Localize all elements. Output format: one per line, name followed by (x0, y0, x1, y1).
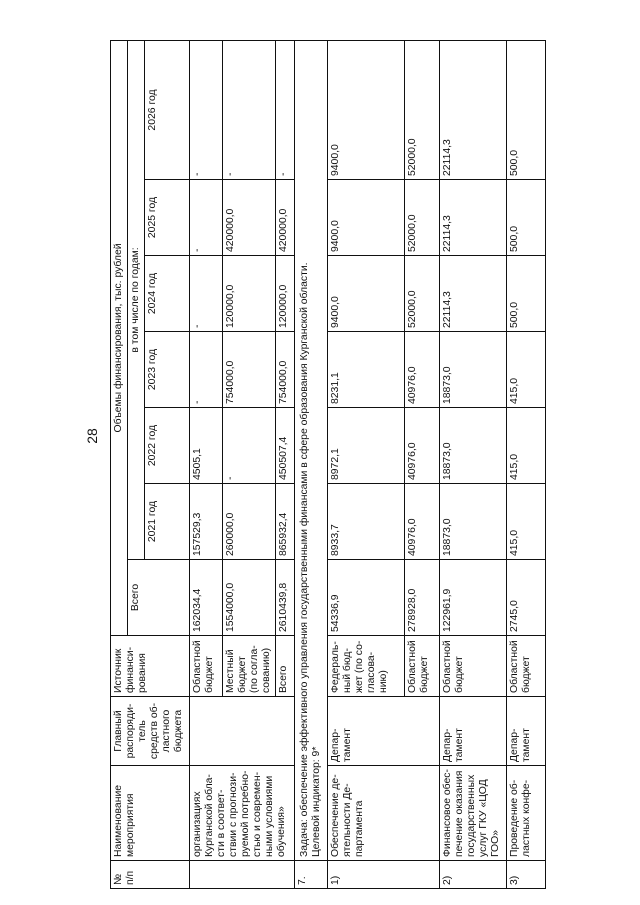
cell-value: 865932,4 (275, 484, 294, 560)
year-header: 2021 год (145, 484, 190, 560)
col-total-header: Всего (128, 560, 190, 636)
cell-source: Местный бюджет (по согласованию) (222, 636, 275, 697)
cell-value: 415,0 (507, 332, 546, 408)
page-number: 28 (84, 428, 100, 444)
header-row-1 (111, 40, 128, 888)
cell-num: 2) (440, 861, 507, 889)
cell-manager: Департамент (507, 697, 546, 766)
cell-value: 500,0 (507, 40, 546, 179)
cell-value: 22114,3 (440, 256, 507, 332)
col-name-header: Наименование мероприятия (111, 766, 190, 861)
year-header: 2025 год (145, 180, 190, 256)
cell-value: 9400,0 (328, 180, 405, 256)
cell-value: 754000,0 (222, 332, 275, 408)
cell-value: 260000,0 (222, 484, 275, 560)
cell-total: 2610439,8 (275, 560, 294, 636)
year-header: 2022 год (145, 408, 190, 484)
year-header: 2026 год (145, 40, 190, 179)
cell-value: 500,0 (507, 256, 546, 332)
cell-manager (190, 697, 295, 766)
cell-value: 157529,3 (190, 484, 223, 560)
task-indicator: Целевой индикатор: 9* (311, 746, 322, 857)
cell-value: 22114,3 (440, 40, 507, 179)
cell-value: 8231,1 (328, 332, 405, 408)
col-num-header: № п/п (111, 861, 190, 889)
cell-value: 415,0 (507, 408, 546, 484)
col-by-years-header: в том числе по годам: (128, 40, 145, 559)
cell-num: 3) (507, 861, 546, 889)
cell-value: 40976,0 (405, 484, 440, 560)
cell-value: 40976,0 (405, 408, 440, 484)
cell-value: 500,0 (507, 180, 546, 256)
cell-manager: Департамент (328, 697, 440, 766)
cell-value: - (222, 408, 275, 484)
cell-value: 18873,0 (440, 484, 507, 560)
cell-num (190, 861, 295, 889)
cell-value: 18873,0 (440, 408, 507, 484)
cell-value: 4505,1 (190, 408, 223, 484)
cell-total: 278928,0 (405, 560, 440, 636)
cell-total: 162034,4 (190, 560, 223, 636)
table-row (328, 40, 405, 888)
cell-value: - (190, 40, 223, 179)
cell-value: 754000,0 (275, 332, 294, 408)
task-text-cell (295, 40, 328, 860)
col-manager-header: Главный распорядитель средств областного бюджета (111, 697, 190, 766)
task-row (295, 40, 328, 888)
cell-value: 9400,0 (328, 40, 405, 179)
cell-total: 122961,9 (440, 560, 507, 636)
cell-value: 52000,0 (405, 180, 440, 256)
cell-value: 420000,0 (275, 180, 294, 256)
cell-name: Проведение областных конфе- (507, 766, 546, 861)
cell-value: - (190, 180, 223, 256)
cell-value: - (222, 40, 275, 179)
cell-name: Финансовое обеспечение оказания государственных услуг ГКУ «ЦОД ГОО» (440, 766, 507, 861)
rotated-table-container (110, 40, 632, 889)
cell-value: - (190, 332, 223, 408)
cell-num: 1) (328, 861, 440, 889)
col-volume-header: Объемы финансирования, тыс. рублей (111, 40, 128, 635)
table-row (190, 40, 223, 888)
cell-total: 54336,9 (328, 560, 405, 636)
cell-value: - (190, 256, 223, 332)
cell-name: Обеспечение деятельности Департамента (328, 766, 440, 861)
table-row (507, 40, 546, 888)
year-header: 2024 год (145, 256, 190, 332)
cell-manager: Департамент (440, 697, 507, 766)
cell-value: 9400,0 (328, 256, 405, 332)
cell-source: Федеральный бюджет (по согласованию) (328, 636, 405, 697)
cell-value: 18873,0 (440, 332, 507, 408)
cell-value: 450507,4 (275, 408, 294, 484)
cell-value: 120000,0 (275, 256, 294, 332)
table-row (440, 40, 507, 888)
cell-value: 415,0 (507, 484, 546, 560)
year-header: 2023 год (145, 332, 190, 408)
cell-value: 420000,0 (222, 180, 275, 256)
task-text: Задача: обеспечение эффективного управления государственными финансами в сфере образования Курганской области. (299, 262, 310, 857)
cell-value: 52000,0 (405, 40, 440, 179)
cell-value: - (275, 40, 294, 179)
col-source-header: Источник финансирования (111, 636, 190, 697)
cell-source: Областной бюджет (440, 636, 507, 697)
cell-source: Областной бюджет (190, 636, 223, 697)
cell-value: 40976,0 (405, 332, 440, 408)
cell-total: 2745,0 (507, 560, 546, 636)
cell-value: 52000,0 (405, 256, 440, 332)
cell-total: 1554000,0 (222, 560, 275, 636)
cell-source: Всего (275, 636, 294, 697)
cell-source: Областной бюджет (405, 636, 440, 697)
cell-source: Областной бюджет (507, 636, 546, 697)
cell-value: 120000,0 (222, 256, 275, 332)
cell-value: 8933,7 (328, 484, 405, 560)
task-num: 7. (295, 861, 328, 889)
financing-table (110, 40, 546, 889)
cell-value: 8972,1 (328, 408, 405, 484)
cell-value: 22114,3 (440, 180, 507, 256)
cell-name: организациях Курганской области в соответствии с прогнозируемой потребностью и современными условиями обучения» (190, 766, 295, 861)
